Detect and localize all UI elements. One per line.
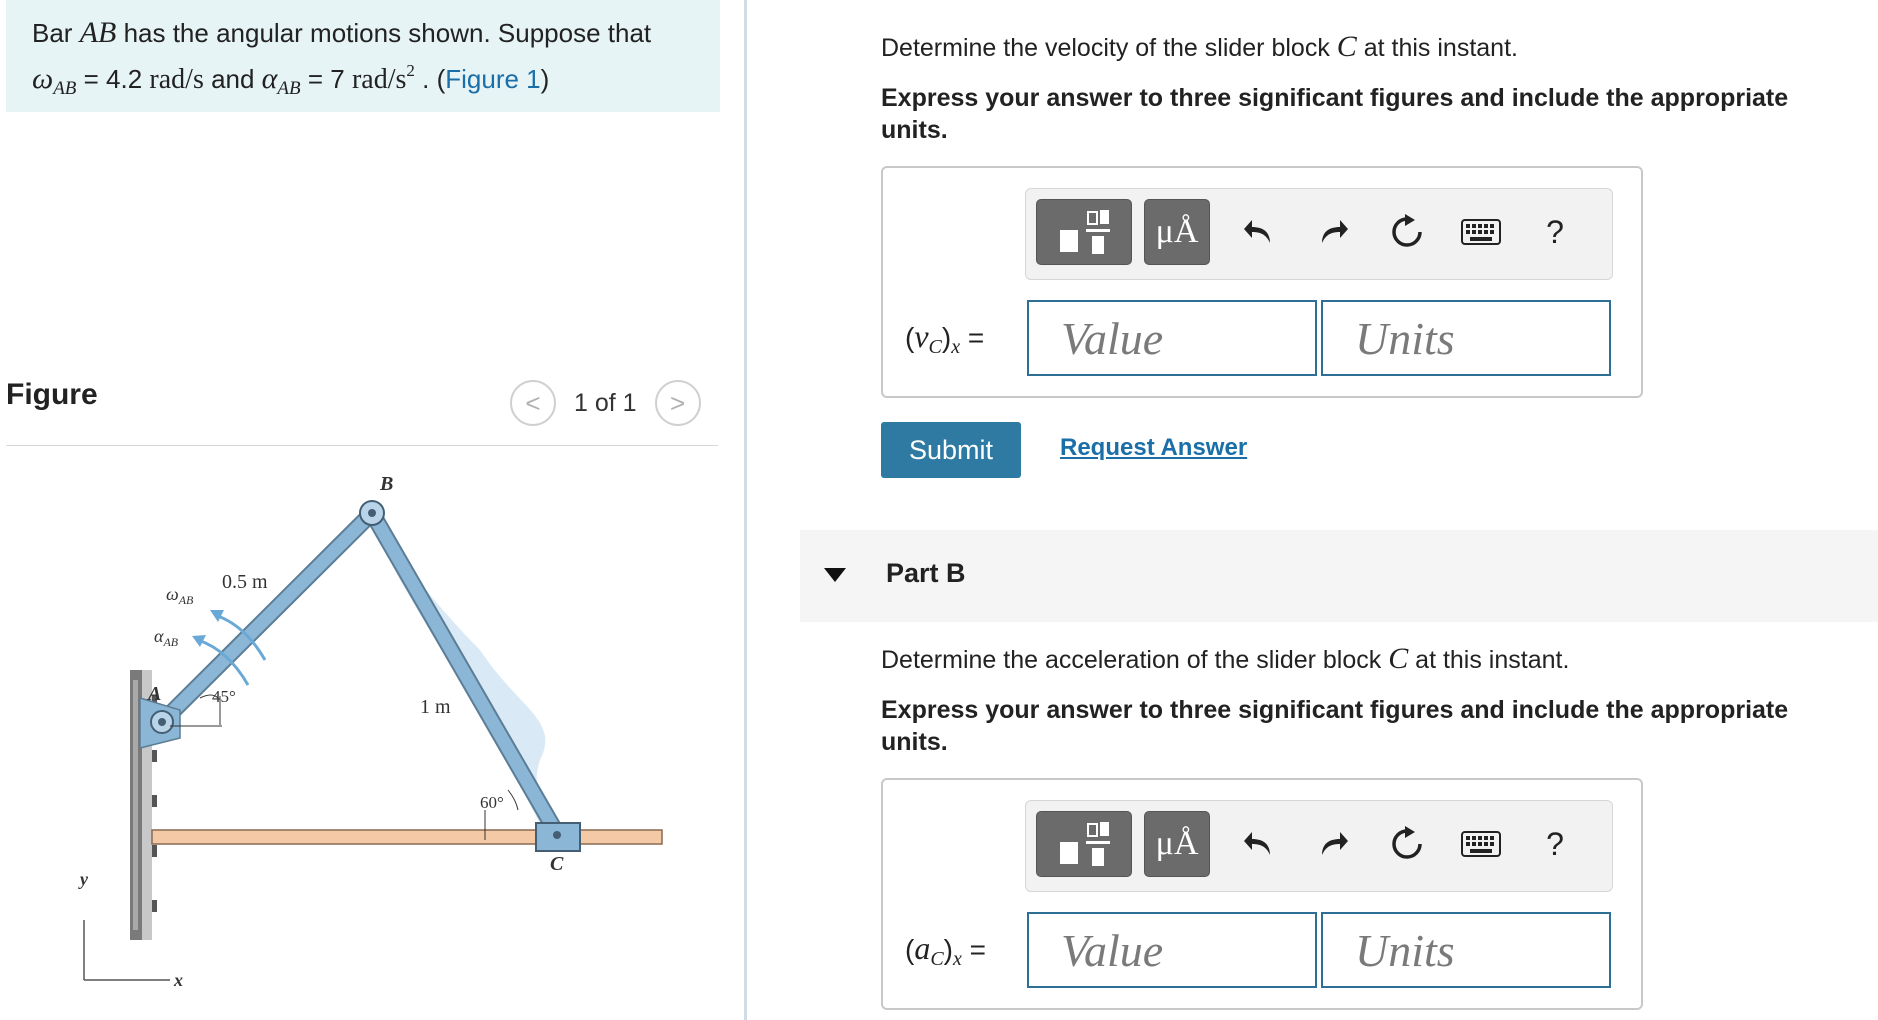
reset-button[interactable] — [1384, 821, 1430, 867]
next-figure-button[interactable] — [655, 380, 701, 426]
part-b-value-input[interactable] — [1027, 912, 1317, 988]
caret-down-icon[interactable] — [824, 568, 846, 582]
units-button[interactable] — [1144, 811, 1210, 877]
keyboard-icon — [1461, 831, 1501, 857]
figure-page-indicator: 1 of 1 — [574, 388, 637, 417]
right-panel — [800, 0, 1878, 1020]
redo-button[interactable] — [1310, 209, 1356, 255]
omega-symbol: ω — [32, 62, 54, 95]
undo-icon — [1242, 827, 1276, 861]
part-b-units-input[interactable] — [1321, 912, 1611, 988]
part-b-math-toolbar — [1025, 800, 1613, 892]
mu-angstrom-icon: μÅ — [1155, 213, 1199, 250]
prev-figure-button[interactable] — [510, 380, 556, 426]
label-b: B — [380, 473, 394, 495]
figure-link[interactable]: Figure 1 — [445, 64, 541, 94]
pin-a-center — [158, 718, 166, 726]
help-button[interactable] — [1532, 209, 1578, 255]
help-button[interactable] — [1532, 821, 1578, 867]
problem-line-2: $\omega_{AB} = 4.2$ rad/s and $\alpha_{AB} = 7$ rad/$s^2$ . (Figure 1) — [32, 61, 550, 99]
pin-b-center — [368, 509, 376, 517]
part-a-instructions: Express your answer to three significant figures and include the appropriate units. — [881, 84, 1789, 144]
bar-ab — [162, 513, 372, 722]
redo-icon — [1316, 827, 1350, 861]
fraction-template-icon — [1054, 818, 1114, 870]
problem-line-1: Bar AB has the angular motions shown. Suppose that — [32, 16, 652, 49]
keyboard-button[interactable] — [1458, 209, 1504, 255]
label-axis-y: y — [80, 869, 88, 889]
part-b-instructions: Express your answer to three significant figures and include the appropriate units. — [881, 696, 1789, 756]
panel-divider — [744, 0, 747, 1020]
undo-button[interactable] — [1236, 821, 1282, 867]
label-ab-length: 0.5 m — [222, 571, 268, 593]
undo-icon — [1242, 215, 1276, 249]
request-answer-link[interactable]: Request Answer — [1060, 434, 1248, 461]
label-angle-60: 60° — [480, 793, 504, 812]
submit-button[interactable]: Submit — [881, 422, 1021, 478]
part-a-value-input[interactable] — [1027, 300, 1317, 376]
redo-button[interactable] — [1310, 821, 1356, 867]
keyboard-icon — [1461, 219, 1501, 245]
help-icon: ? — [1546, 213, 1564, 250]
slider-rail — [152, 830, 662, 844]
reset-icon — [1389, 826, 1425, 862]
reset-icon — [1389, 214, 1425, 250]
bar-name: AB — [79, 16, 117, 49]
label-a: A — [148, 683, 162, 705]
part-a-equation-label: $(v_C)_x$ = — [905, 318, 985, 358]
figure-pager — [510, 380, 701, 426]
part-a-math-toolbar — [1025, 188, 1613, 280]
problem-statement — [6, 0, 720, 112]
templates-button[interactable] — [1036, 811, 1132, 877]
pin-c — [553, 831, 561, 839]
wall-bolt — [152, 795, 157, 807]
wall-bolt — [152, 750, 157, 762]
part-a-answer-box — [881, 166, 1643, 398]
wall-bolt — [152, 900, 157, 912]
fraction-template-icon — [1054, 206, 1114, 258]
keyboard-button[interactable] — [1458, 821, 1504, 867]
figure-heading: Figure — [6, 378, 98, 411]
part-b-header[interactable] — [800, 530, 1878, 622]
help-icon: ? — [1546, 825, 1564, 862]
part-a-units-input[interactable] — [1321, 300, 1611, 376]
angle-c-arc — [508, 790, 518, 810]
mechanism-diagram — [40, 460, 680, 1000]
bar-bc — [372, 513, 555, 830]
left-panel — [0, 0, 744, 1020]
wall-bolt — [152, 845, 157, 857]
part-b-title: Part B — [886, 558, 966, 588]
redo-icon — [1316, 215, 1350, 249]
label-angle-45: 45° — [212, 687, 236, 706]
omega-arrowhead — [210, 610, 224, 622]
chevron-left-icon: < — [525, 387, 541, 418]
undo-button[interactable] — [1236, 209, 1282, 255]
label-c: C — [550, 853, 564, 875]
part-b-equation-label: $(a_C)_x$ = — [905, 930, 987, 970]
templates-button[interactable] — [1036, 199, 1132, 265]
label-bc-length: 1 m — [420, 696, 451, 718]
figure-divider — [6, 445, 718, 446]
wall-highlight — [133, 680, 138, 930]
alpha-symbol: α — [261, 62, 278, 95]
part-a-prompt: Determine the velocity of the slider block C at this instant. — [881, 30, 1518, 63]
label-omega: $\omega_{AB}$ — [166, 584, 194, 607]
label-alpha: $\alpha_{AB}$ — [154, 626, 179, 649]
part-b-answer-box — [881, 778, 1643, 1010]
part-b-prompt: Determine the acceleration of the slider block C at this instant. — [881, 642, 1570, 675]
units-button[interactable] — [1144, 199, 1210, 265]
label-axis-x: x — [174, 970, 183, 990]
reset-button[interactable] — [1384, 209, 1430, 255]
chevron-right-icon: > — [669, 387, 686, 418]
mu-angstrom-icon: μÅ — [1155, 825, 1199, 862]
